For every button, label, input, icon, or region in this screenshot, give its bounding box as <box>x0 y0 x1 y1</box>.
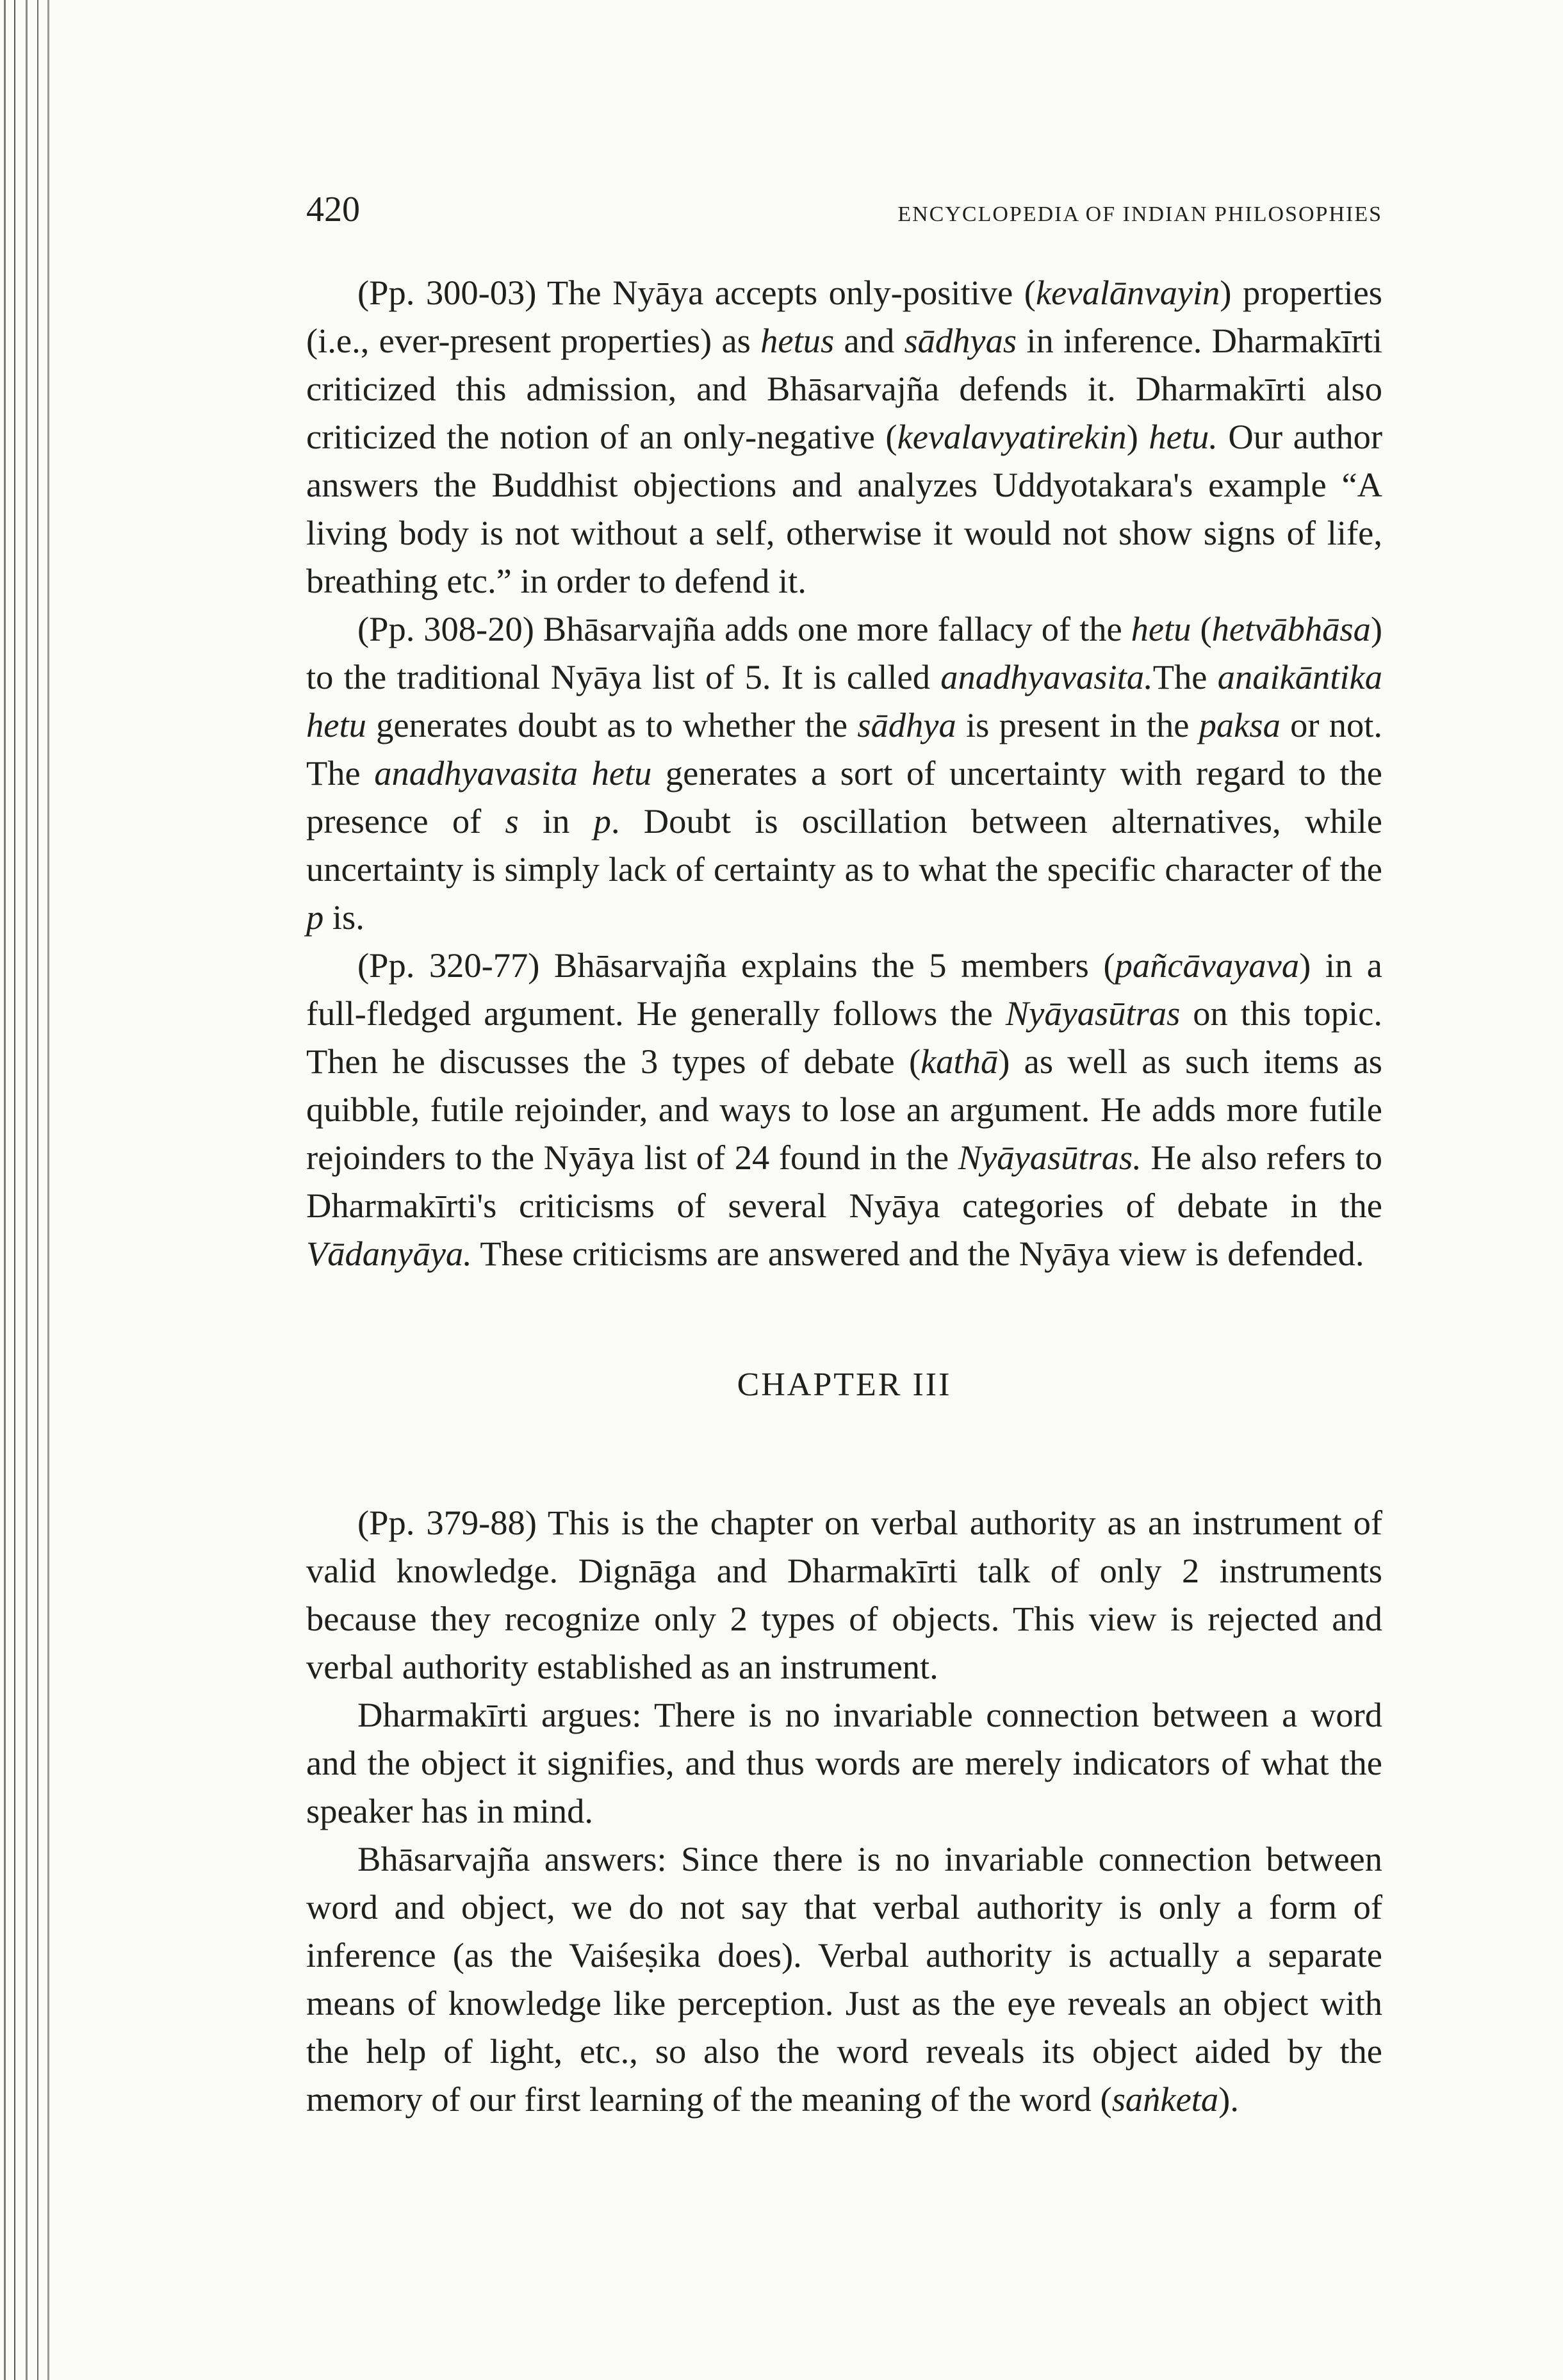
paragraph-bhasarvajna-answers: Bhāsarvajña answers: Since there is no invariable connection between word and object, we do not say that verbal authority is only a form of inference (as the Vaiśeṣika does). Verbal authority is actually a separate means of knowledge like perception. Just as the eye reveals an object with the help of light, etc., so also the word reveals its object aided by the memory of our first learning of the meaning of the word (saṅketa). <box>306 1839 1382 2119</box>
paragraph-pp-300-03: (Pp. 300-03) The Nyāya accepts only-positive (kevalānvayin) properties (i.e., ever-present properties) as hetus and sādhyas in inference. Dharmakīrti criticized this admission, and Bhāsarvajña defends it. Dharmakīrti also criticized the notion of an only-negative (kevalavyatirekin) hetu. Our author answers the Buddhist objections and analyzes Uddyotakara's example “A living body is not without a self, otherwise it would not show signs of life, breathing etc.” in order to defend it. <box>306 273 1382 600</box>
paragraph-dharmakirti-argues: Dharmakīrti argues: There is no invariable connection between a word and the object it signifies, and thus words are merely indicators of what the speaker has in mind. <box>306 1695 1382 1830</box>
book-spine-edge <box>0 0 61 2380</box>
page-number: 420 <box>306 190 360 229</box>
paragraph-pp-320-77: (Pp. 320-77) Bhāsarvajña explains the 5 members (pañcāvayava) in a full-fledged argument. He generally follows the Nyāyasūtras on this topic. Then he discusses the 3 types of debate (kathā) as well as such items as quibble, futile rejoinder, and ways to lose an argument. He adds more futile rejoinders to the Nyāya list of 24 found in the Nyāyasūtras. He also refers to Dharmakīrti's criticisms of several Nyāya categories of debate in the Vādanyāya. These criticisms are answered and the Nyāya view is defended. <box>306 946 1382 1273</box>
page-body <box>306 189 1382 2123</box>
paragraph-pp-308-20: (Pp. 308-20) Bhāsarvajña adds one more fallacy of the hetu (hetvābhāsa) to the traditional Nyāya list of 5. It is called anadhyavasita.The anaikāntika hetu generates doubt as to whether the sādhya is present in the paksa or not. The anadhyavasita hetu generates a sort of uncertainty with regard to the presence of s in p. Doubt is oscillation between alternatives, while uncertainty is simply lack of certainty as to what the specific character of the p is. <box>306 609 1382 937</box>
paragraph-pp-379-88: (Pp. 379-88) This is the chapter on verbal authority as an instrument of valid knowledge. Dignāga and Dharmakīrti talk of only 2 instruments because they recognize only 2 types of objects. This view is rejected and verbal authority established as an instrument. <box>306 1503 1382 1686</box>
page-header <box>306 189 1382 230</box>
chapter-heading: CHAPTER III <box>737 1366 952 1403</box>
running-title: ENCYCLOPEDIA OF INDIAN PHILOSOPHIES <box>897 202 1382 226</box>
